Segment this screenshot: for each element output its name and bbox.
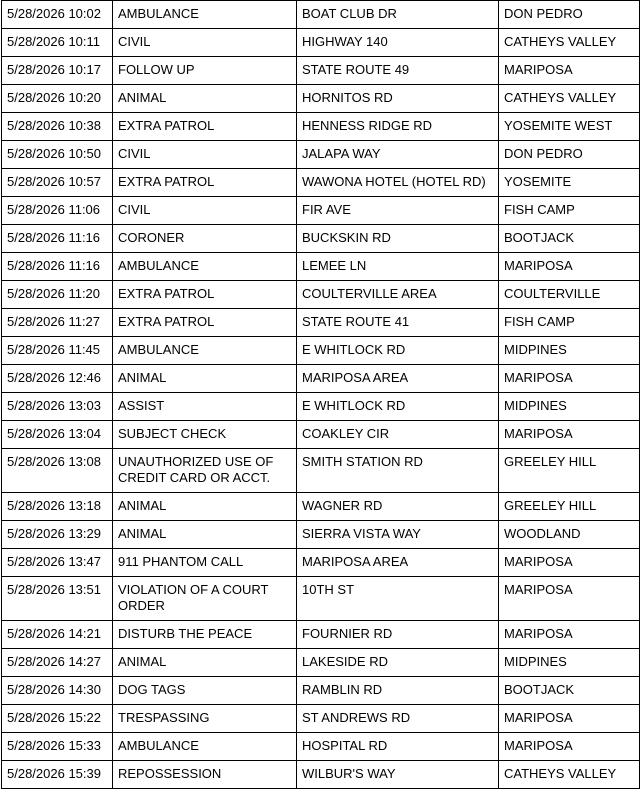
area-cell: MIDPINES xyxy=(499,393,640,421)
datetime-cell: 5/28/2026 10:20 xyxy=(2,85,113,113)
call-type-cell: ANIMAL xyxy=(113,493,297,521)
datetime-cell: 5/28/2026 11:27 xyxy=(2,309,113,337)
table-row xyxy=(2,421,640,449)
table-row xyxy=(2,549,640,577)
call-type-cell: DOG TAGS xyxy=(113,677,297,705)
table-row xyxy=(2,141,640,169)
table-row xyxy=(2,253,640,281)
table-row xyxy=(2,521,640,549)
call-type-cell: EXTRA PATROL xyxy=(113,113,297,141)
call-type-cell: ANIMAL xyxy=(113,365,297,393)
call-type-cell: TRESPASSING xyxy=(113,705,297,733)
area-cell: MARIPOSA xyxy=(499,57,640,85)
area-cell: MIDPINES xyxy=(499,649,640,677)
datetime-cell: 5/28/2026 13:47 xyxy=(2,549,113,577)
area-cell: CATHEYS VALLEY xyxy=(499,761,640,789)
table-row xyxy=(2,169,640,197)
datetime-cell: 5/28/2026 12:46 xyxy=(2,365,113,393)
datetime-cell: 5/28/2026 10:02 xyxy=(2,1,113,29)
datetime-cell: 5/28/2026 13:08 xyxy=(2,449,113,493)
area-cell: BOOTJACK xyxy=(499,225,640,253)
datetime-cell: 5/28/2026 11:06 xyxy=(2,197,113,225)
datetime-cell: 5/28/2026 15:22 xyxy=(2,705,113,733)
table-row xyxy=(2,85,640,113)
location-cell: COAKLEY CIR xyxy=(297,421,499,449)
location-cell: HORNITOS RD xyxy=(297,85,499,113)
call-type-cell: CORONER xyxy=(113,225,297,253)
datetime-cell: 5/28/2026 13:51 xyxy=(2,577,113,621)
location-cell: COULTERVILLE AREA xyxy=(297,281,499,309)
location-cell: RAMBLIN RD xyxy=(297,677,499,705)
datetime-cell: 5/28/2026 14:30 xyxy=(2,677,113,705)
call-log-table xyxy=(1,0,640,789)
table-row xyxy=(2,281,640,309)
table-row xyxy=(2,365,640,393)
location-cell: WAWONA HOTEL (HOTEL RD) xyxy=(297,169,499,197)
table-row xyxy=(2,225,640,253)
table-row xyxy=(2,113,640,141)
call-type-cell: VIOLATION OF A COURT ORDER xyxy=(113,577,297,621)
location-cell: E WHITLOCK RD xyxy=(297,393,499,421)
datetime-cell: 5/28/2026 13:29 xyxy=(2,521,113,549)
datetime-cell: 5/28/2026 10:17 xyxy=(2,57,113,85)
area-cell: MARIPOSA xyxy=(499,421,640,449)
location-cell: MARIPOSA AREA xyxy=(297,549,499,577)
location-cell: FOURNIER RD xyxy=(297,621,499,649)
location-cell: STATE ROUTE 41 xyxy=(297,309,499,337)
area-cell: MARIPOSA xyxy=(499,733,640,761)
call-type-cell: AMBULANCE xyxy=(113,337,297,365)
location-cell: SIERRA VISTA WAY xyxy=(297,521,499,549)
area-cell: GREELEY HILL xyxy=(499,493,640,521)
datetime-cell: 5/28/2026 10:50 xyxy=(2,141,113,169)
table-row xyxy=(2,57,640,85)
table-row xyxy=(2,621,640,649)
location-cell: LAKESIDE RD xyxy=(297,649,499,677)
table-row xyxy=(2,337,640,365)
area-cell: MARIPOSA xyxy=(499,705,640,733)
area-cell: MARIPOSA xyxy=(499,549,640,577)
call-type-cell: ANIMAL xyxy=(113,85,297,113)
call-type-cell: EXTRA PATROL xyxy=(113,281,297,309)
call-log-body xyxy=(2,1,640,789)
table-row xyxy=(2,733,640,761)
call-type-cell: DISTURB THE PEACE xyxy=(113,621,297,649)
call-type-cell: SUBJECT CHECK xyxy=(113,421,297,449)
datetime-cell: 5/28/2026 11:16 xyxy=(2,225,113,253)
call-type-cell: EXTRA PATROL xyxy=(113,169,297,197)
location-cell: SMITH STATION RD xyxy=(297,449,499,493)
table-row xyxy=(2,761,640,789)
area-cell: BOOTJACK xyxy=(499,677,640,705)
datetime-cell: 5/28/2026 13:18 xyxy=(2,493,113,521)
datetime-cell: 5/28/2026 11:16 xyxy=(2,253,113,281)
call-type-cell: 911 PHANTOM CALL xyxy=(113,549,297,577)
location-cell: E WHITLOCK RD xyxy=(297,337,499,365)
table-row xyxy=(2,1,640,29)
table-row xyxy=(2,449,640,493)
area-cell: MARIPOSA xyxy=(499,365,640,393)
area-cell: YOSEMITE WEST xyxy=(499,113,640,141)
area-cell: MARIPOSA xyxy=(499,577,640,621)
datetime-cell: 5/28/2026 15:39 xyxy=(2,761,113,789)
datetime-cell: 5/28/2026 13:04 xyxy=(2,421,113,449)
datetime-cell: 5/28/2026 14:27 xyxy=(2,649,113,677)
location-cell: MARIPOSA AREA xyxy=(297,365,499,393)
area-cell: DON PEDRO xyxy=(499,141,640,169)
area-cell: GREELEY HILL xyxy=(499,449,640,493)
call-type-cell: ANIMAL xyxy=(113,649,297,677)
call-type-cell: REPOSSESSION xyxy=(113,761,297,789)
datetime-cell: 5/28/2026 10:11 xyxy=(2,29,113,57)
location-cell: 10TH ST xyxy=(297,577,499,621)
area-cell: CATHEYS VALLEY xyxy=(499,85,640,113)
table-row xyxy=(2,393,640,421)
location-cell: ST ANDREWS RD xyxy=(297,705,499,733)
table-row xyxy=(2,705,640,733)
area-cell: DON PEDRO xyxy=(499,1,640,29)
table-row xyxy=(2,649,640,677)
area-cell: COULTERVILLE xyxy=(499,281,640,309)
call-type-cell: UNAUTHORIZED USE OF CREDIT CARD OR ACCT. xyxy=(113,449,297,493)
call-type-cell: CIVIL xyxy=(113,29,297,57)
table-row xyxy=(2,493,640,521)
location-cell: WAGNER RD xyxy=(297,493,499,521)
location-cell: LEMEE LN xyxy=(297,253,499,281)
location-cell: BOAT CLUB DR xyxy=(297,1,499,29)
area-cell: YOSEMITE xyxy=(499,169,640,197)
area-cell: MIDPINES xyxy=(499,337,640,365)
table-row xyxy=(2,29,640,57)
area-cell: FISH CAMP xyxy=(499,309,640,337)
location-cell: BUCKSKIN RD xyxy=(297,225,499,253)
call-type-cell: AMBULANCE xyxy=(113,1,297,29)
area-cell: WOODLAND xyxy=(499,521,640,549)
table-row xyxy=(2,309,640,337)
call-type-cell: EXTRA PATROL xyxy=(113,309,297,337)
location-cell: FIR AVE xyxy=(297,197,499,225)
location-cell: HIGHWAY 140 xyxy=(297,29,499,57)
datetime-cell: 5/28/2026 13:03 xyxy=(2,393,113,421)
datetime-cell: 5/28/2026 14:21 xyxy=(2,621,113,649)
datetime-cell: 5/28/2026 11:45 xyxy=(2,337,113,365)
location-cell: WILBUR'S WAY xyxy=(297,761,499,789)
call-type-cell: ANIMAL xyxy=(113,521,297,549)
datetime-cell: 5/28/2026 10:57 xyxy=(2,169,113,197)
table-row xyxy=(2,677,640,705)
datetime-cell: 5/28/2026 11:20 xyxy=(2,281,113,309)
location-cell: STATE ROUTE 49 xyxy=(297,57,499,85)
location-cell: HENNESS RIDGE RD xyxy=(297,113,499,141)
area-cell: FISH CAMP xyxy=(499,197,640,225)
call-type-cell: AMBULANCE xyxy=(113,733,297,761)
datetime-cell: 5/28/2026 10:38 xyxy=(2,113,113,141)
area-cell: MARIPOSA xyxy=(499,621,640,649)
location-cell: HOSPITAL RD xyxy=(297,733,499,761)
call-type-cell: CIVIL xyxy=(113,197,297,225)
table-row xyxy=(2,577,640,621)
datetime-cell: 5/28/2026 15:33 xyxy=(2,733,113,761)
area-cell: MARIPOSA xyxy=(499,253,640,281)
call-type-cell: CIVIL xyxy=(113,141,297,169)
table-row xyxy=(2,197,640,225)
area-cell: CATHEYS VALLEY xyxy=(499,29,640,57)
call-type-cell: ASSIST xyxy=(113,393,297,421)
call-type-cell: FOLLOW UP xyxy=(113,57,297,85)
location-cell: JALAPA WAY xyxy=(297,141,499,169)
call-type-cell: AMBULANCE xyxy=(113,253,297,281)
